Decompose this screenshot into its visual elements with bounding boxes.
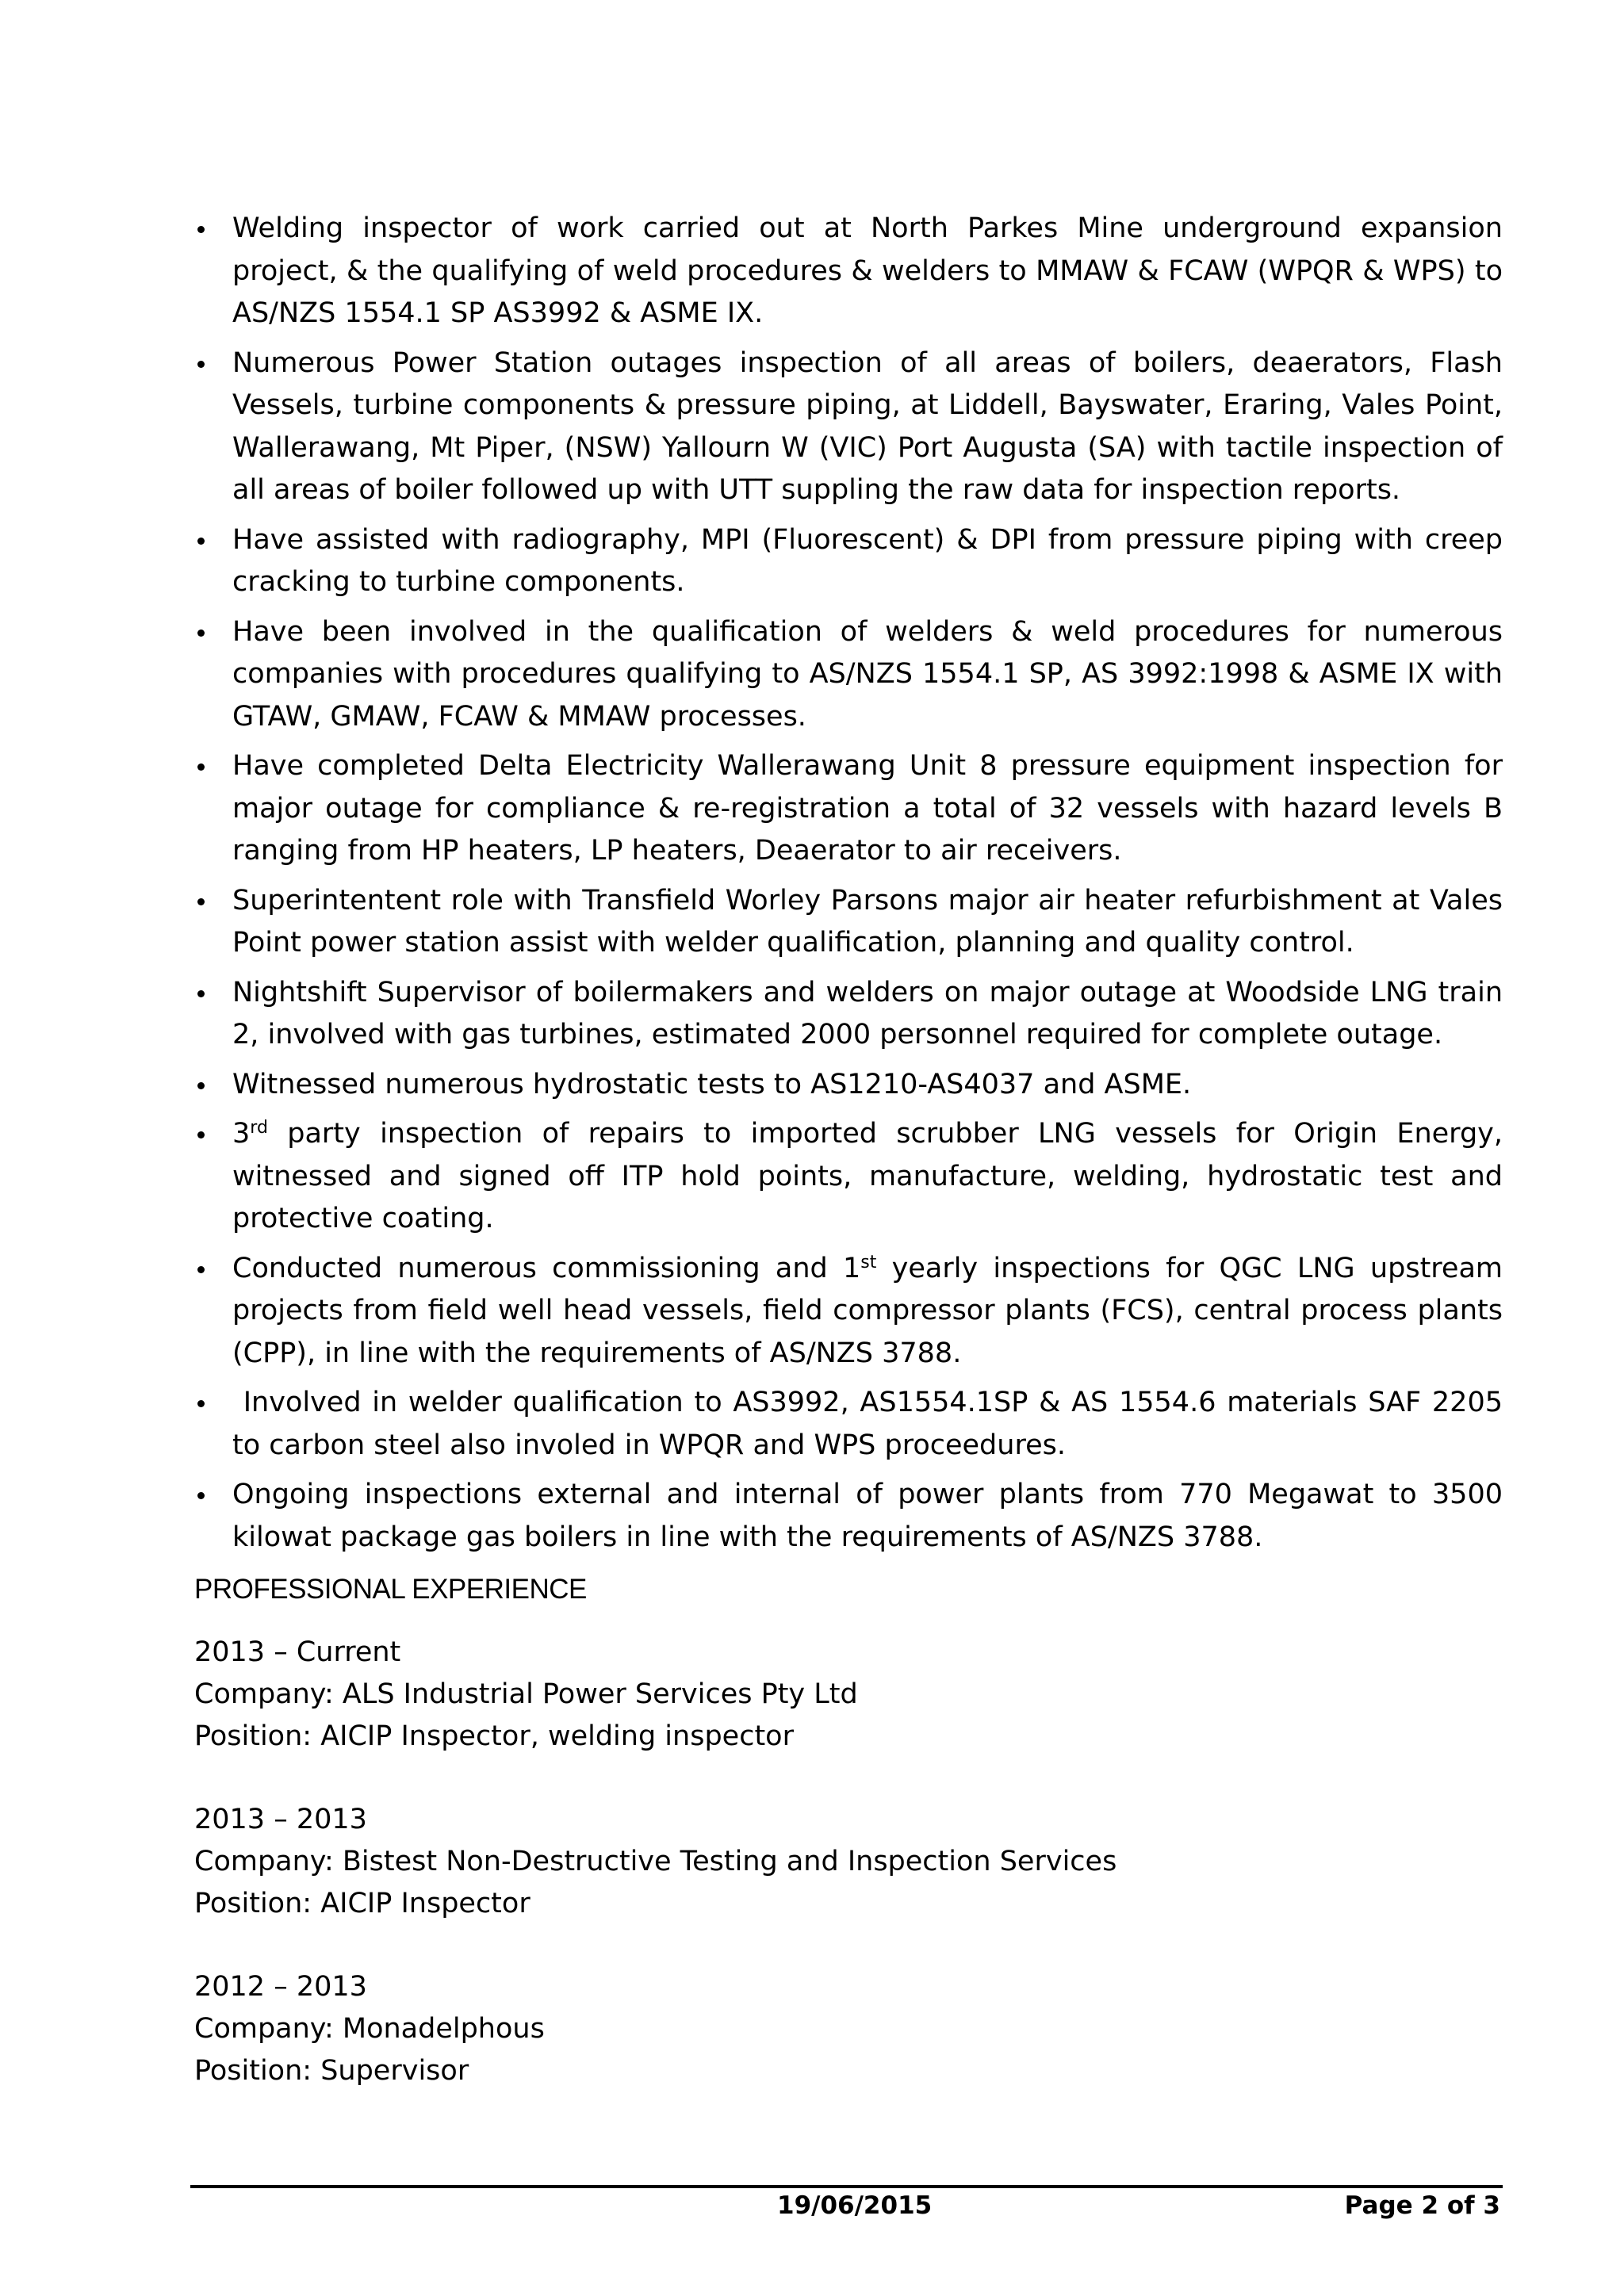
list-item-text: party inspection of repairs to imported scrubber LNG vessels for Origin Energy, witnessed and signed off ITP hold points, manufacture, welding, hydrostatic test and protective coating.: [232, 1118, 1503, 1234]
job-position: Position: AICIP Inspector: [194, 1888, 530, 1919]
job-period: 2013 – Current: [194, 1636, 401, 1668]
job-period: 2013 – 2013: [194, 1804, 367, 1835]
page-number: Page 2 of 3: [1344, 2191, 1500, 2220]
list-item: Witnessed numerous hydrostatic tests to AS1210-AS4037 and ASME.: [193, 1064, 1503, 1107]
job-position: Position: Supervisor: [194, 2055, 469, 2087]
job-period: 2012 – 2013: [194, 1971, 367, 2003]
list-item: Ongoing inspections external and internal of power plants from 770 Megawat to 3500 kilowat package gas boilers in line with the requirements of AS/NZS 3788.: [193, 1474, 1503, 1559]
list-item: Have assisted with radiography, MPI (Fluorescent) & DPI from pressure piping with creep cracking to turbine components.: [193, 519, 1503, 604]
experience-entry: [194, 1632, 858, 1758]
list-item: Superintentent role with Transfield Worley Parsons major air heater refurbishment at Vales Point power station assist with welder qualification, planning and quality control.: [193, 880, 1503, 965]
list-item: Involved in welder qualification to AS3992, AS1554.1SP & AS 1554.6 materials SAF 2205 to carbon steel also involed in WPQR and WPS proceedures.: [193, 1382, 1503, 1467]
list-item: [193, 1113, 1503, 1241]
job-company: Company: Bistest Non-Destructive Testing and Inspection Services: [194, 1846, 1117, 1877]
experience-entry: [194, 1966, 545, 2092]
job-position: Position: AICIP Inspector, welding inspector: [194, 1720, 794, 1752]
list-item: [193, 1248, 1503, 1376]
list-item: Nightshift Supervisor of boilermakers and welders on major outage at Woodside LNG train 2, involved with gas turbines, estimated 2000 personnel required for complete outage.: [193, 972, 1503, 1057]
experience-entry: [194, 1799, 1116, 1925]
footer-date: 19/06/2015: [777, 2191, 933, 2220]
job-company: Company: Monadelphous: [194, 2013, 545, 2045]
list-item: Have been involved in the qualification of welders & weld procedures for numerous companies with procedures qualifying to AS/NZS 1554.1 SP, AS 3992:1998 & ASME IX with GTAW, GMAW, FCAW & MMAW processes.: [193, 611, 1503, 739]
list-item: Numerous Power Station outages inspection of all areas of boilers, deaerators, Flash Vessels, turbine components & pressure piping, at Liddell, Bayswater, Eraring, Vales Point, Wallerawang, Mt Piper, (NSW) Yallourn W (VIC) Port Augusta (SA) with tactile inspection of all areas of boiler followed up with UTT suppling the raw data for inspection reports.: [193, 342, 1503, 512]
list-item: Welding inspector of work carried out at North Parkes Mine underground expansion project, & the qualifying of weld procedures & welders to MMAW & FCAW (WPQR & WPS) to AS/NZS 1554.1 SP AS3992 & ASME IX.: [193, 208, 1503, 335]
job-company: Company: ALS Industrial Power Services Pty Ltd: [194, 1678, 858, 1710]
responsibilities-list: [193, 208, 1512, 1566]
ordinal-suffix: st: [860, 1252, 877, 1272]
list-item-text: yearly inspections for QGC LNG upstream projects from field well head vessels, field compressor plants (FCS), central process plants (CPP), in line with the requirements of AS/NZS 3788.: [232, 1252, 1503, 1369]
ordinal-suffix: rd: [250, 1118, 268, 1138]
section-heading: PROFESSIONAL EXPERIENCE: [194, 1574, 587, 1605]
list-item-text: Conducted numerous commissioning and 1: [232, 1252, 861, 1284]
list-item-text: 3: [232, 1118, 251, 1150]
list-item: Have completed Delta Electricity Wallerawang Unit 8 pressure equipment inspection for major outage for compliance & re-registration a total of 32 vessels with hazard levels B ranging from HP heaters, LP heaters, Deaerator to air receivers.: [193, 745, 1503, 873]
